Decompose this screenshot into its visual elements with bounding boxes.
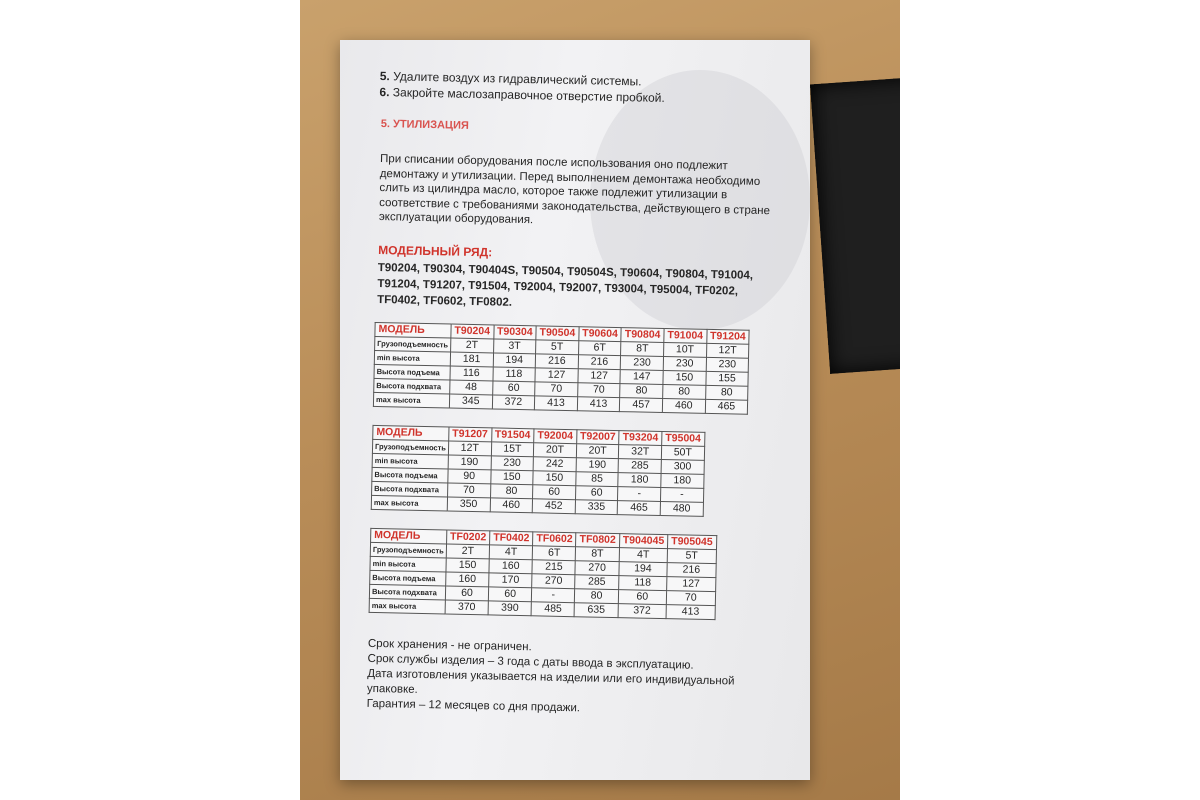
model-column-header: T904045 [619, 533, 668, 548]
table-cell: 70 [577, 382, 620, 397]
table-cell: 216 [578, 354, 621, 369]
model-column-header: TF0202 [446, 529, 489, 544]
table-cell: 413 [666, 604, 715, 619]
table-cell: 270 [532, 573, 575, 588]
row-label: Грузоподъемность [372, 439, 448, 455]
table-cell: 190 [576, 457, 619, 472]
spec-tables [369, 321, 770, 620]
table-cell: 60 [618, 589, 667, 604]
model-column-header: TF0802 [576, 532, 619, 547]
table-cell: 413 [577, 396, 620, 411]
table-cell: 194 [619, 561, 668, 576]
models-title: МОДЕЛЬНЫЙ РЯД: [378, 242, 493, 259]
spec-table-2 [371, 424, 705, 516]
table-cell: 465 [705, 399, 748, 414]
disposal-paragraph: При списании оборудования после использования оно подлежит демонтажу и утилизации. Перед выполнением демонтажа необходимо слить из цилиндра масло, которое также подлежит утилизации в соответствие с требованиями законодательства, действующего в стране эксплуатации оборудования. [378, 153, 771, 227]
table-cell: 5T [536, 339, 579, 354]
table-cell: 5T [667, 548, 716, 563]
table-cell: 2T [450, 338, 493, 353]
table-cell: 345 [449, 394, 492, 409]
table-cell: 15T [491, 441, 534, 456]
model-column-header: T90504 [536, 325, 579, 340]
row-label: Высота подъема [370, 570, 446, 586]
row-label: Высота подъема [374, 364, 450, 380]
table-header-label: МОДЕЛЬ [371, 528, 447, 544]
table-cell: 170 [489, 572, 532, 587]
table-cell: 6T [532, 545, 575, 560]
table-cell: 370 [445, 599, 488, 614]
table-cell: 60 [533, 484, 576, 499]
table-cell: 216 [535, 353, 578, 368]
row-label: max высота [373, 392, 449, 408]
table-cell: 80 [663, 384, 706, 399]
table-cell: 300 [661, 459, 704, 474]
table-cell: 48 [450, 380, 493, 395]
model-column-header: T905045 [668, 534, 717, 549]
model-column-header: T95004 [662, 431, 705, 446]
table-cell: 215 [532, 559, 575, 574]
table-cell: 335 [575, 499, 618, 514]
model-column-header: T92004 [534, 428, 577, 443]
table-cell: 230 [621, 355, 664, 370]
table-cell: 150 [533, 470, 576, 485]
table-cell: 465 [618, 500, 661, 515]
model-column-header: TF0602 [533, 531, 576, 546]
model-column-header: T91207 [449, 427, 492, 442]
table-cell: 181 [450, 352, 493, 367]
instruction-page [340, 40, 810, 780]
section-title: 5. УТИЛИЗАЦИЯ [380, 118, 469, 132]
table-cell: 190 [448, 455, 491, 470]
table-cell: 60 [575, 485, 618, 500]
table-cell: 60 [488, 586, 531, 601]
table-cell: 80 [705, 385, 748, 400]
table-cell: 60 [445, 585, 488, 600]
note-service-life: Срок службы изделия – 3 года с даты ввода в эксплуатацию. [367, 652, 694, 672]
table-cell: 118 [492, 366, 535, 381]
model-column-header: TF0402 [490, 530, 533, 545]
row-label: Грузоподъемность [370, 542, 446, 558]
table-cell: 127 [535, 367, 578, 382]
model-column-header: T93204 [619, 430, 662, 445]
spec-table-3 [369, 527, 717, 619]
table-cell: 20T [576, 443, 619, 458]
row-label: Высота подъема [372, 467, 448, 483]
table-cell: 372 [618, 603, 667, 618]
table-cell: 3T [493, 338, 536, 353]
table-cell: - [660, 487, 703, 502]
note-storage: Срок хранения - не ограничен. [367, 637, 532, 653]
row-label: Высота подхвата [369, 584, 445, 600]
table-cell: 4T [619, 547, 668, 562]
model-column-header: T90304 [493, 324, 536, 339]
model-column-header: T90804 [621, 327, 664, 342]
table-cell: 485 [531, 601, 574, 616]
table-cell: 285 [575, 574, 618, 589]
table-cell: 6T [578, 340, 621, 355]
model-column-header: T91004 [664, 328, 707, 343]
table-cell: 150 [490, 469, 533, 484]
table-cell: 460 [490, 497, 533, 512]
table-cell: 216 [667, 562, 716, 577]
row-label: min высота [374, 350, 450, 366]
table-cell: 116 [450, 366, 493, 381]
table-cell: 50T [661, 445, 704, 460]
row-label: Высота подхвата [372, 481, 448, 497]
row-label: max высота [369, 598, 445, 614]
table-cell: 12T [448, 441, 491, 456]
table-cell: 160 [489, 558, 532, 573]
table-cell: 180 [618, 472, 661, 487]
note-warranty: Гарантия – 12 месяцев со дня продажи. [366, 697, 581, 714]
row-label: Грузоподъемность [375, 336, 451, 352]
models-list: T90204, T90304, T90404S, T90504, T90504S, T90604, T90804, T91004, T91204, T91207, T91504, T92004, T92007, T93004, T95004, TF0202, TF0402, TF0602, TF0802. [377, 261, 754, 309]
table-cell: 32T [619, 444, 662, 459]
notes [367, 636, 763, 719]
table-cell: 372 [492, 394, 535, 409]
page-content [367, 68, 775, 720]
note-manufacture-date: Дата изготовления указывается на изделии или его индивидуальной упаковке. [366, 667, 735, 696]
table-cell: 180 [661, 473, 704, 488]
table-cell: - [532, 587, 575, 602]
table-cell: 80 [490, 483, 533, 498]
model-column-header: T90604 [579, 326, 622, 341]
table-cell: 12T [706, 343, 749, 358]
row-label: min высота [370, 556, 446, 572]
table-cell: 457 [620, 397, 663, 412]
step-6: 6. Закройте маслозаправочное отверстие пробкой. [379, 84, 665, 105]
table-cell: 150 [446, 557, 489, 572]
table-cell: 413 [535, 395, 578, 410]
model-column-header: T92007 [576, 429, 619, 444]
row-label: Высота подхвата [374, 378, 450, 394]
table-cell: 285 [618, 458, 661, 473]
table-cell: 80 [620, 383, 663, 398]
table-cell: - [618, 486, 661, 501]
table-cell: 160 [446, 571, 489, 586]
model-column-header: T91204 [706, 329, 749, 344]
table-cell: 230 [663, 356, 706, 371]
dark-mat [810, 76, 900, 374]
row-label: min высота [372, 453, 448, 469]
table-header-label: МОДЕЛЬ [375, 322, 451, 338]
table-cell: 230 [706, 357, 749, 372]
table-header-label: МОДЕЛЬ [373, 425, 449, 441]
table-cell: 8T [621, 341, 664, 356]
table-cell: 155 [706, 371, 749, 386]
table-cell: 147 [620, 369, 663, 384]
table-cell: 60 [492, 380, 535, 395]
table-cell: 90 [448, 469, 491, 484]
table-cell: 150 [663, 370, 706, 385]
table-cell: 2T [446, 543, 489, 558]
table-cell: 70 [666, 590, 715, 605]
model-column-header: T91504 [491, 427, 534, 442]
table-cell: 480 [660, 501, 703, 516]
table-cell: 85 [576, 471, 619, 486]
step-5: 5. Удалите воздух из гидравлический системы. [379, 68, 642, 89]
table-cell: 70 [535, 381, 578, 396]
table-cell: 452 [532, 498, 575, 513]
table-cell: 127 [667, 576, 716, 591]
table-cell: 460 [662, 398, 705, 413]
model-column-header: T90204 [451, 324, 494, 339]
table-cell: 194 [493, 352, 536, 367]
table-cell: 390 [488, 600, 531, 615]
table-cell: 4T [489, 544, 532, 559]
table-cell: 70 [447, 483, 490, 498]
spec-table-1 [373, 321, 750, 414]
table-cell: 8T [576, 546, 619, 561]
table-cell: 118 [618, 575, 667, 590]
table-cell: 20T [534, 442, 577, 457]
table-cell: 270 [575, 560, 618, 575]
table-cell: 127 [578, 368, 621, 383]
table-cell: 10T [664, 342, 707, 357]
table-cell: 242 [533, 456, 576, 471]
row-label: max высота [371, 495, 447, 511]
table-cell: 350 [447, 497, 490, 512]
table-cell: 635 [574, 602, 617, 617]
table-cell: 230 [491, 455, 534, 470]
table-cell: 80 [575, 588, 618, 603]
